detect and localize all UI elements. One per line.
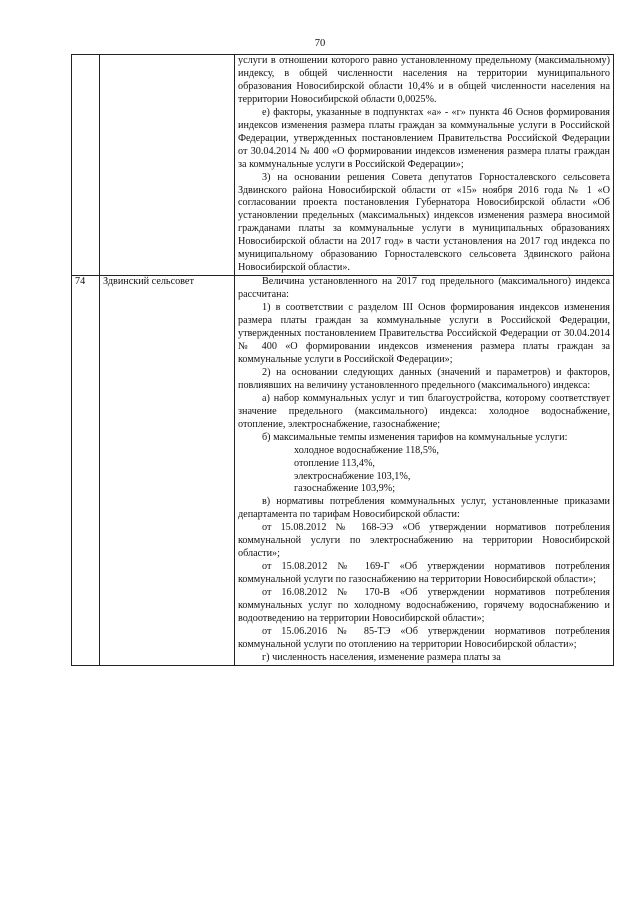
paragraph: е) факторы, указанные в подпунктах «а» - «г» пункта 46 Основ формирования индексов изменения размера платы граждан за коммунальные услуги в Российской Федерации, утвержденных постановлением Правительства Российской Федерации от 30.04.2014 № 400 «О формировании индексов изменения размера платы граждан за коммунальные услуги в Российской Федерации»; bbox=[238, 106, 610, 170]
paragraph: г) численность населения, изменение размера платы за bbox=[262, 651, 501, 663]
table-row bbox=[72, 55, 614, 276]
tariff-item: отопление 113,4%, bbox=[294, 457, 375, 469]
paragraph: б) максимальные темпы изменения тарифов на коммунальные услуги: bbox=[262, 431, 568, 443]
paragraph: Величина установленного на 2017 год предельного (максимального) индекса рассчитана: bbox=[238, 276, 610, 301]
paragraph: от 15.08.2012 № 169-Г «Об утверждении нормативов потребления коммунальной услуги по газоснабжению на территории Новосибирской области»; bbox=[238, 561, 610, 586]
paragraph: от 16.08.2012 № 170-В «Об утверждении нормативов потребления коммунальных услуг по холодному водоснабжению, горячему водоснабжению и водоотведению на территории Новосибирской области»; bbox=[238, 587, 610, 624]
paragraph: а) набор коммунальных услуг и тип благоустройства, которому соответствует значение предельного (максимального) индекса: холодное водоснабжение, отопление, электроснабжение, газоснабжение; bbox=[238, 392, 610, 430]
tariff-item: газоснабжение 103,9%; bbox=[294, 483, 396, 495]
paragraph: в) нормативы потребления коммунальных услуг, установленные приказами департамента по тарифам Новосибирской области: bbox=[238, 496, 610, 521]
paragraph: услуги в отношении которого равно установленному предельному (максимальному) индексу, в общей численности населения на территории муниципального образования Новосибирской области 10,4% и в общей численности населения на территории Новосибирской области 0,0025%. bbox=[238, 55, 610, 105]
municipality-name-cell bbox=[100, 55, 235, 276]
paragraph: 1) в соответствии с разделом III Основ формирования индексов изменения размера платы граждан за коммунальные услуги в Российской Федерации, утвержденных постановлением Правительства Российской Федерации от 30.04.2014 № 400 «О формировании индексов изменения размера платы граждан за коммунальные услуги в Российской Федерации»; bbox=[238, 302, 610, 365]
paragraph: от 15.08.2012 № 168-ЭЭ «Об утверждении нормативов потребления коммунальной услуги по электроснабжению на территории Новосибирской области»; bbox=[238, 522, 610, 560]
tariff-item: холодное водоснабжение 118,5%, bbox=[294, 444, 439, 456]
municipality-name-cell: Здвинский сельсовет bbox=[100, 276, 235, 666]
description-cell bbox=[235, 55, 614, 276]
paragraph: 3) на основании решения Совета депутатов Горносталевского сельсовета Здвинского района Новосибирской области от «15» ноября 2016 года № 1 «О согласовании проекта постановления Губернатора Новосибирской области «Об установлении предельных (максимальных) индексов изменения размера вносимой гражданами платы за коммунальные услуги в муниципальных образованиях Новосибирской области на 2017 год» в части установления на 2017 год индекса по муниципальному образованию Горносталевского сельсовета Здвинского района Новосибирской области». bbox=[238, 171, 610, 274]
description-cell bbox=[235, 276, 614, 666]
page-number: 70 bbox=[314, 38, 326, 49]
document-table bbox=[71, 54, 614, 666]
table-row bbox=[72, 276, 614, 666]
tariff-item: электроснабжение 103,1%, bbox=[294, 470, 411, 482]
row-number-cell: 74 bbox=[72, 276, 100, 666]
row-number-cell bbox=[72, 55, 100, 276]
paragraph: 2) на основании следующих данных (значений и параметров) и факторов, повлиявших на величину установленного предельного (максимального) индекса: bbox=[238, 366, 610, 391]
paragraph: от 15.06.2016 № 85-ТЭ «Об утверждении нормативов потребления коммунальной услуги по отоплению на территории Новосибирской области»; bbox=[238, 625, 610, 650]
